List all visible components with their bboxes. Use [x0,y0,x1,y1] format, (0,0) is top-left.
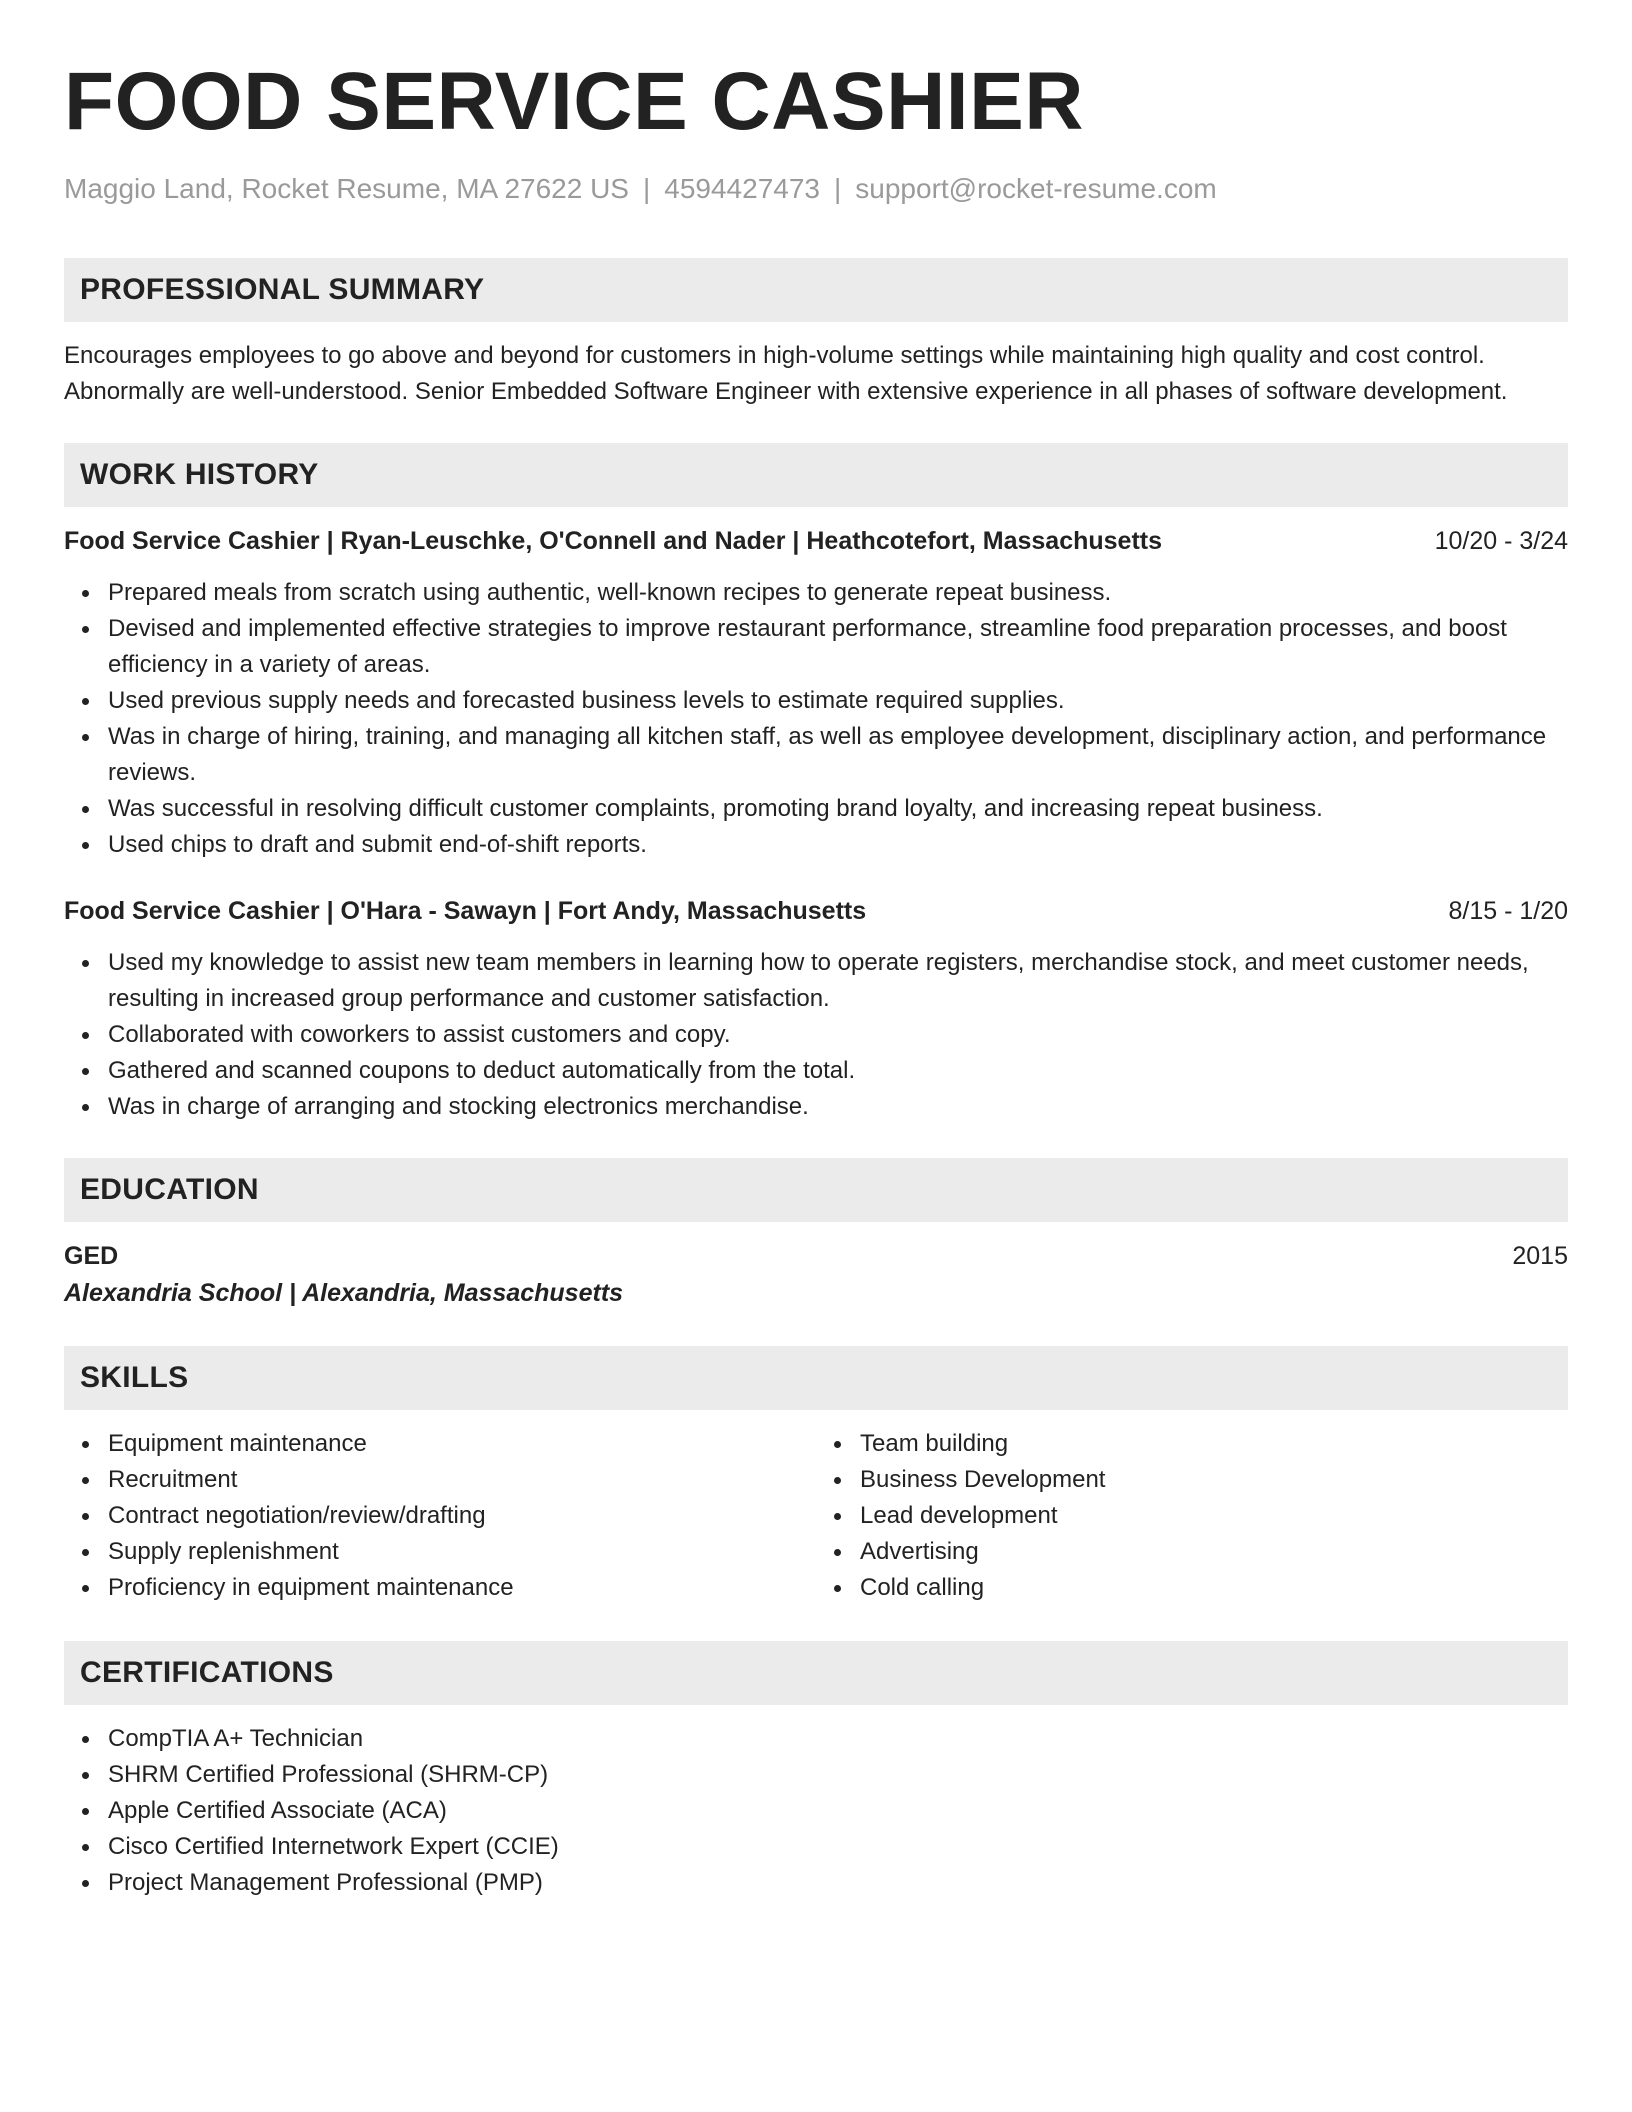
certification-item: Cisco Certified Internetwork Expert (CCIE) [108,1829,1568,1865]
contact-separator: | [642,173,651,204]
resume-name: FOOD SERVICE CASHIER [64,56,1084,147]
contact-separator: | [834,173,842,204]
contact-phone: 4594427473 [664,173,820,204]
skills-list-left [64,1426,816,1606]
education-row [64,1238,1568,1274]
skill-item: Business Development [860,1462,1568,1498]
skill-item: Supply replenishment [108,1534,816,1570]
skill-item: Cold calling [860,1570,1568,1606]
certification-item: Project Management Professional (PMP) [108,1865,1568,1901]
skills-list-right [816,1426,1568,1606]
skills-columns [64,1410,1568,1606]
skill-item: Proficiency in equipment maintenance [108,1570,816,1606]
certifications-heading: CERTIFICATIONS [64,1641,1568,1705]
job-bullet: Prepared meals from scratch using authentic, well-known recipes to generate repeat business. [108,575,1568,611]
job-dates: 8/15 - 1/20 [1448,897,1568,925]
contact-email: support@rocket-resume.com [855,173,1217,204]
job-bullet: Gathered and scanned coupons to deduct automatically from the total. [108,1053,1568,1089]
skill-item: Lead development [860,1498,1568,1534]
certification-item: SHRM Certified Professional (SHRM-CP) [108,1757,1568,1793]
job-dates: 10/20 - 3/24 [1434,527,1568,555]
contact-address: Maggio Land, Rocket Resume, MA 27622 US [64,173,629,204]
job-bullet: Was in charge of arranging and stocking electronics merchandise. [108,1089,1568,1125]
job-title: Food Service Cashier | O'Hara - Sawayn | Fort Andy, Massachusetts [64,897,867,925]
job-bullet: Was successful in resolving difficult customer complaints, promoting brand loyalty, and increasing repeat business. [108,791,1568,827]
certification-item: Apple Certified Associate (ACA) [108,1793,1568,1829]
education-heading: EDUCATION [64,1158,1568,1222]
work-history-heading: WORK HISTORY [64,443,1568,507]
job-bullets [64,945,1568,1125]
job-entry [64,893,1568,1125]
skill-item: Contract negotiation/review/drafting [108,1498,816,1534]
job-bullet: Used my knowledge to assist new team members in learning how to operate registers, merchandise stock, and meet customer needs, resulting in increased group performance and customer satisfaction. [108,945,1568,1017]
job-bullets [64,575,1568,863]
job-bullet: Devised and implemented effective strategies to improve restaurant performance, streamline food preparation processes, and boost efficiency in a variety of areas. [108,611,1568,683]
summary-heading: PROFESSIONAL SUMMARY [64,258,1568,322]
education-school: Alexandria School | Alexandria, Massachusetts [64,1279,624,1307]
education-degree: GED [64,1242,119,1270]
certification-item: CompTIA A+ Technician [108,1721,1568,1757]
summary-text: Encourages employees to go above and beyond for customers in high-volume settings while maintaining high quality and cost control. Abnormally are well-understood. Senior Embedded Software Engineer with extensive experience in all phases of software development. [64,342,1508,405]
job-bullet: Used previous supply needs and forecasted business levels to estimate required supplies. [108,683,1568,719]
skill-item: Advertising [860,1534,1568,1570]
skill-item: Recruitment [108,1462,816,1498]
skills-heading: SKILLS [64,1346,1568,1410]
job-header [64,893,1568,929]
contact-line [64,172,1568,206]
job-bullet: Was in charge of hiring, training, and managing all kitchen staff, as well as employee development, disciplinary action, and performance reviews. [108,719,1568,791]
certifications-list [64,1721,1568,1901]
job-bullet: Used chips to draft and submit end-of-shift reports. [108,827,1568,863]
education-year: 2015 [1512,1242,1568,1270]
job-header [64,523,1568,559]
skill-item: Team building [860,1426,1568,1462]
skill-item: Equipment maintenance [108,1426,816,1462]
job-title: Food Service Cashier | Ryan-Leuschke, O'Connell and Nader | Heathcotefort, Massachusetts [64,527,1163,555]
job-bullet: Collaborated with coworkers to assist customers and copy. [108,1017,1568,1053]
job-entry [64,523,1568,863]
